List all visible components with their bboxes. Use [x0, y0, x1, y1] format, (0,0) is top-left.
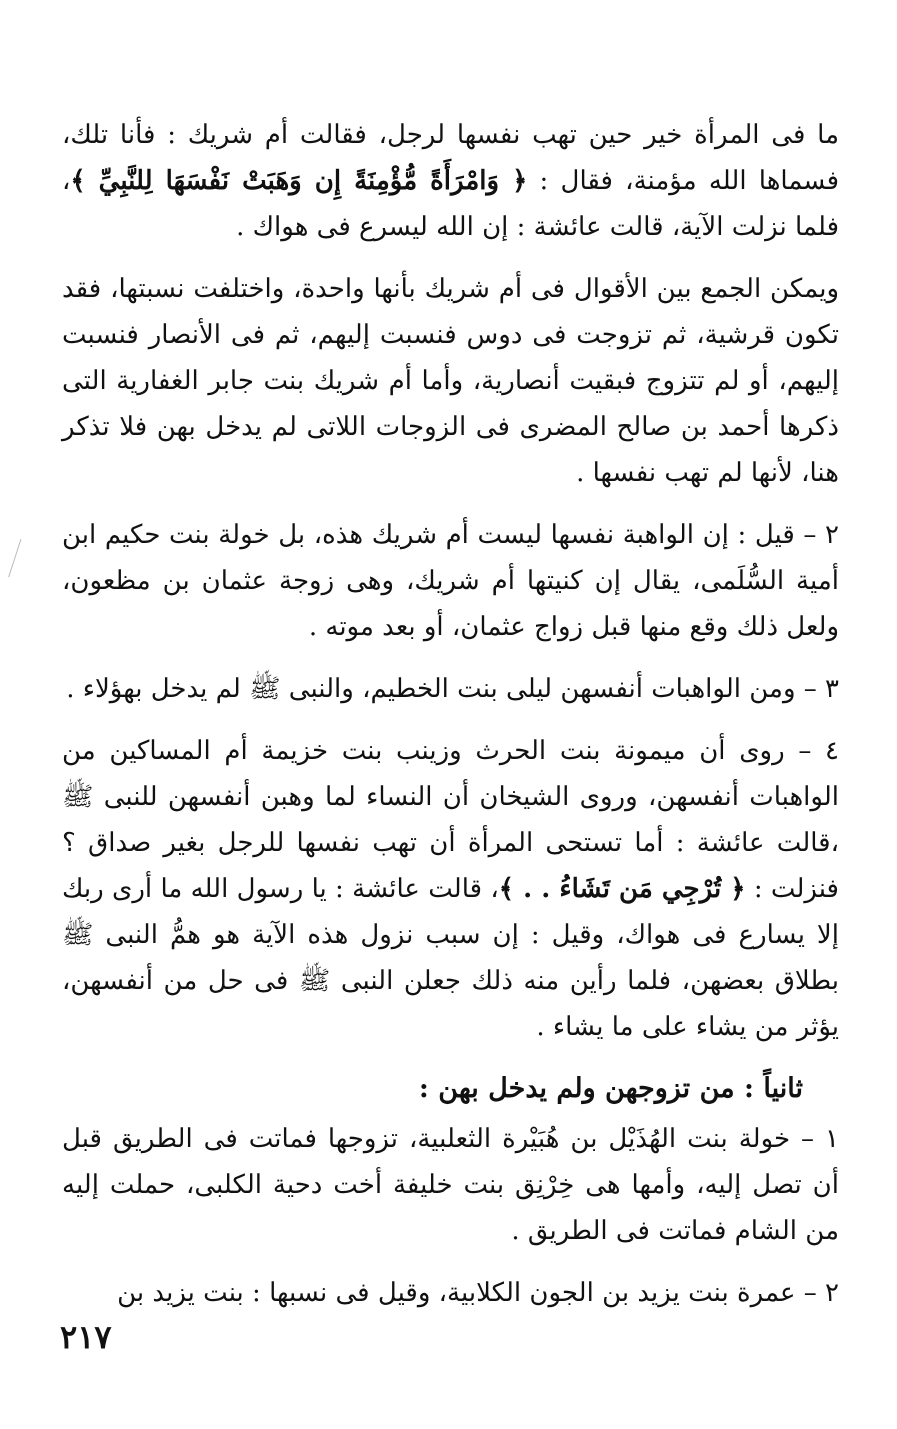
- paragraph-second-item-1: [62, 1116, 839, 1254]
- paragraph-text: ، فلما نزلت الآية، قالت عائشة : إن الله ليسرع فى هواك .: [62, 166, 839, 242]
- document-page: [62, 112, 839, 1412]
- paragraph-item-3: [62, 666, 839, 712]
- paragraph-text: ، قالت عائشة : يا رسول الله ما أرى ربك إلا يسارع فى هواك، وقيل : إن سبب نزول هذه الآية هو همُّ النبى ﷺ بطلاق بعضهن، فلما رأين منه ذلك جعلن النبى ﷺ فى حل من أنفسهن، يؤثر من يشاء على ما يشاء .: [62, 874, 839, 1042]
- paragraph-text: ٤ – روى أن ميمونة بنت الحرث وزينب بنت خزيمة أم المساكين من الواهبات أنفسهن، وروى الشيخان أن النساء لما وهبن أنفسهن للنبى ﷺ ،قالت عائشة : أما تستحى المرأة أن تهب نفسها للرجل بغير صداق ؟ فنزلت :: [62, 736, 839, 904]
- quran-verse: ﴿ وَامْرَأَةً مُّؤْمِنَةً إِن وَهَبَتْ نَفْسَهَا لِلنَّبِيِّ ﴾: [70, 166, 528, 196]
- paragraph-text: ويمكن الجمع بين الأقوال فى أم شريك بأنها واحدة، واختلفت نسبتها، فقد تكون قرشية، ثم تزوجت فى دوس فنسبت إليهم، ثم فى الأنصار فنسبت إليهم، أو لم تتزوج فبقيت أنصارية، وأما أم شريك بنت جابر الغفارية التى ذكرها أحمد بن صالح المضرى فى الزوجات اللاتى لم يدخل بهن فلا تذكر هنا، لأنها لم تهب نفسها .: [62, 274, 839, 488]
- paragraph-text: ٣ – ومن الواهبات أنفسهن ليلى بنت الخطيم، والنبى ﷺ لم يدخل بهؤلاء .: [66, 674, 839, 704]
- paragraph-item-2: [62, 512, 839, 650]
- quran-verse: ﴿ تُرْجِي مَن تَشَاءُ . . ﴾: [498, 874, 746, 904]
- paragraph-umm-sharik-ending: [62, 112, 839, 250]
- paragraph-text: ٢ – عمرة بنت يزيد بن الجون الكلابية، وقيل فى نسبها : بنت يزيد بن: [117, 1278, 839, 1308]
- section-heading: ثانياً : من تزوجهن ولم يدخل بهن :: [418, 1073, 803, 1104]
- paragraph-second-item-2: [62, 1270, 839, 1316]
- page-number: ٢١٧: [60, 1318, 112, 1356]
- paragraph-text: ١ – خولة بنت الهُذَيْل بن هُبَيْرة الثعلبية، تزوجها فماتت فى الطريق قبل أن تصل إليه، وأمها هى خِرْنِق بنت خليفة أخت دحية الكلبى، حملت إليه من الشام فماتت فى الطريق .: [62, 1124, 839, 1246]
- margin-pencil-mark: [8, 539, 33, 581]
- paragraph-reconciliation: [62, 266, 839, 496]
- paragraph-item-4: [62, 728, 839, 1050]
- paragraph-text: ٢ – قيل : إن الواهبة نفسها ليست أم شريك هذه، بل خولة بنت حكيم ابن أمية السُّلَمى، يقال إن كنيتها أم شريك، وهى زوجة عثمان بن مظعون، ولعل ذلك وقع منها قبل زواج عثمان، أو بعد موته .: [62, 520, 839, 642]
- paragraph-text: ما فى المرأة خير حين تهب نفسها لرجل، فقالت أم شريك : فأنا تلك، فسماها الله مؤمنة، فقال :: [62, 120, 840, 196]
